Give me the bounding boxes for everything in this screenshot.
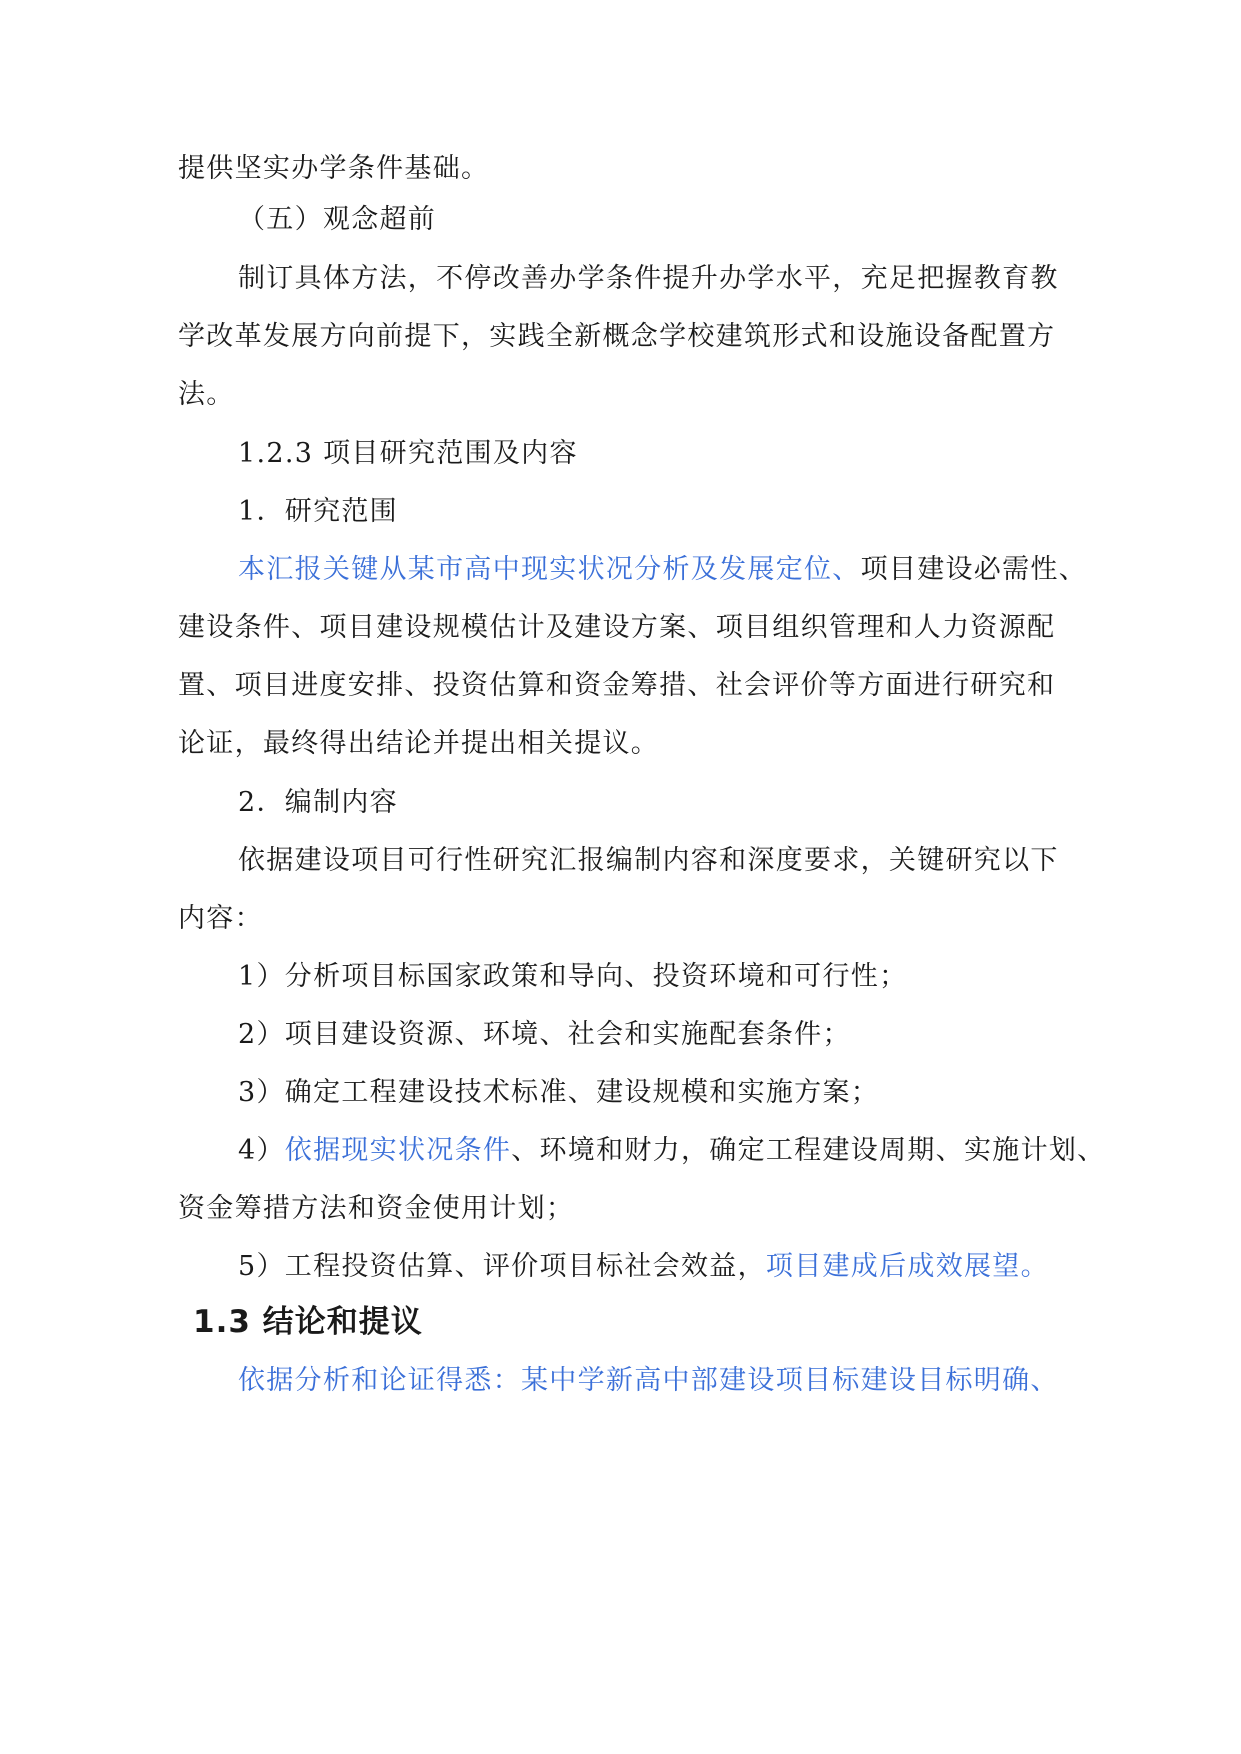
text-run: 提供坚实办学条件基础。 [178,153,490,184]
paragraph-line [238,262,1059,296]
section-heading [238,437,578,471]
paragraph-line [178,152,489,186]
paragraph-line [178,727,659,761]
highlighted-text: 依据现实状况条件 [284,1135,512,1166]
text-run: （五）观念超前 [238,204,437,235]
subsection-heading [238,786,398,820]
paragraph-line [178,378,235,412]
text-run: 、环境和财力，确定工程建设周期、实施计划、 [511,1135,1106,1166]
highlighted-text: 本汇报关键从某市高中现实状况分析及发展定位、 [238,554,861,585]
text-run: 依据建设项目可行性研究汇报编制内容和深度要求，关键研究以下 [238,845,1059,876]
text-run: 学改革发展方向前提下，实践全新概念学校建筑形式和设施设备配置方 [178,321,1056,352]
text-run: 1）分析项目标国家政策和导向、投资环境和可行性； [238,961,908,992]
text-run: 论证，最终得出结论并提出相关提议。 [178,728,660,759]
highlighted-text: 项目建成后成效展望。 [765,1251,1049,1282]
paragraph-line [178,320,1055,354]
subsection-heading [238,495,398,529]
list-item [238,1018,851,1052]
list-item [238,1076,879,1110]
section-title: 1.3 结论和提议 [193,1304,423,1340]
text-run: 3）确定工程建设技术标准、建设规模和实施方案； [238,1077,880,1108]
text-run: 2）项目建设资源、环境、社会和实施配套条件； [238,1019,851,1050]
paragraph-line [178,902,263,936]
text-run: 置、项目进度安排、投资估算和资金筹措、社会评价等方面进行研究和 [178,670,1056,701]
text-run: 项目建设必需性、 [860,554,1088,585]
paragraph-line [238,1364,1059,1398]
highlighted-text: 依据分析和论证得悉：某中学新高中部建设项目标建设目标明确、 [238,1365,1059,1396]
paragraph-line [178,669,1055,703]
list-item [238,960,907,994]
text-run: 5）工程投资估算、评价项目标社会效益， [238,1251,766,1282]
text-run: 2．编制内容 [238,787,398,818]
list-item [238,1134,1106,1168]
text-run: 4） [238,1135,285,1166]
text-run: 建设条件、项目建设规模估计及建设方案、项目组织管理和人力资源配 [178,612,1056,643]
paragraph-line [238,844,1059,878]
text-run: 内容： [178,903,263,934]
text-run: 法。 [178,379,235,410]
paragraph-line [178,611,1055,645]
text-run: 制订具体方法，不停改善办学条件提升办学水平，充足把握教育教 [238,263,1059,294]
text-run: 1．研究范围 [238,496,398,527]
text-run: 1.2.3 项目研究范围及内容 [238,438,578,469]
subsection-heading [238,203,436,237]
paragraph-line [238,553,1087,587]
list-item [238,1250,1049,1284]
text-run: 资金筹措方法和资金使用计划； [178,1193,575,1224]
paragraph-line [178,1192,574,1226]
